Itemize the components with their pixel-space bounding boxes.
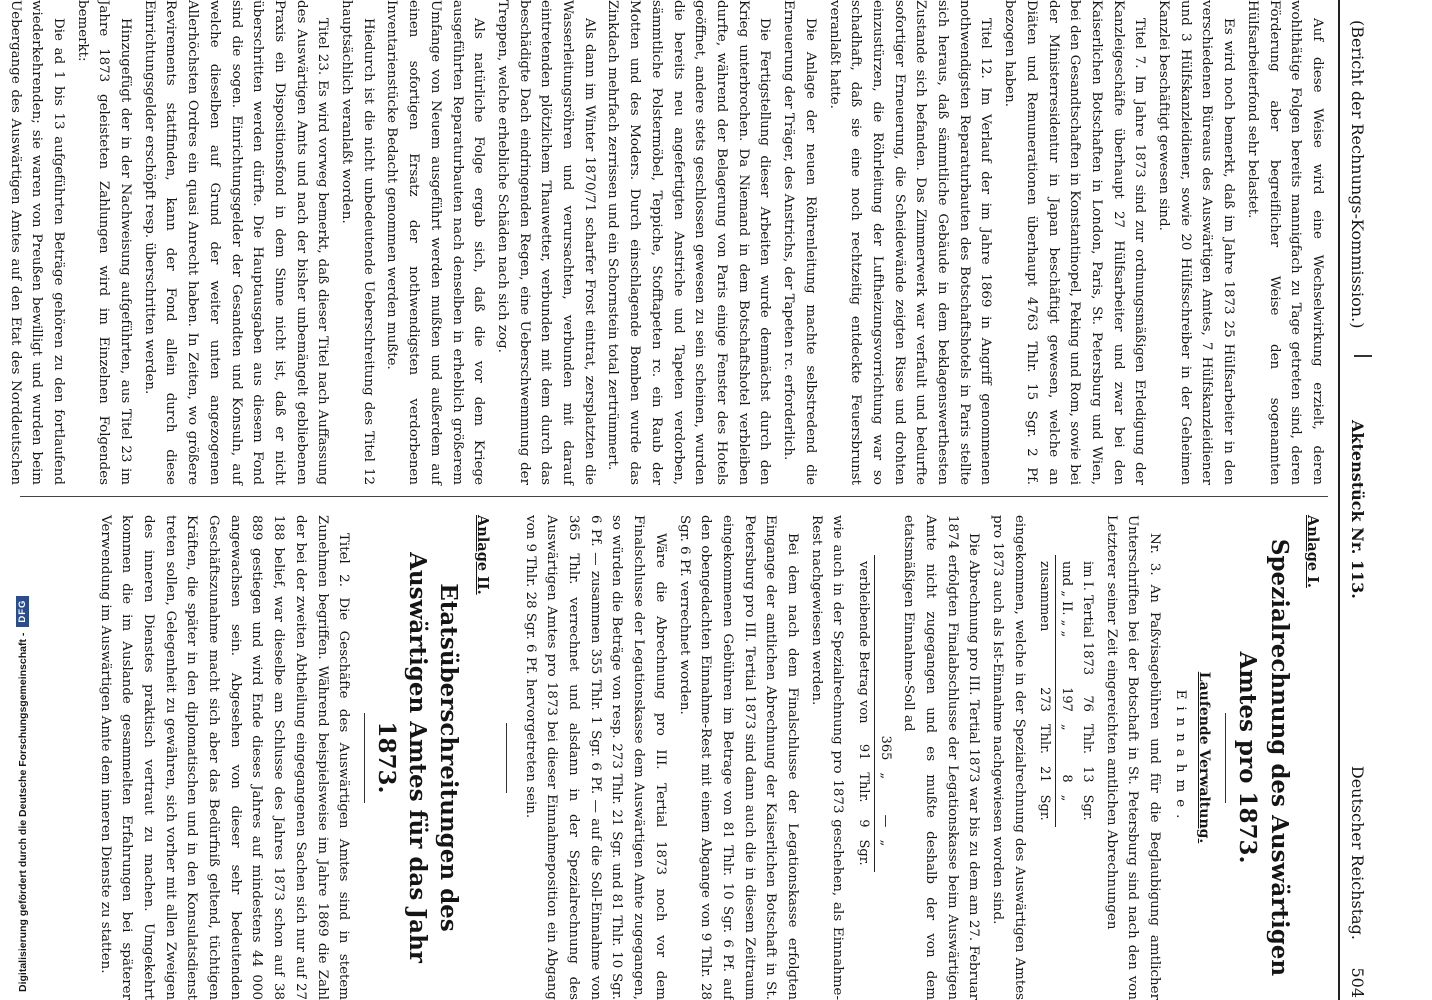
anlage-2-title: Etatsüberschreitungen des Auswärtigen Amtes für das Jahr 1873. [373, 552, 463, 963]
table-row [874, 555, 896, 872]
table-cell: 365 [877, 735, 893, 761]
table-cell: 197 [1058, 687, 1074, 712]
table-cell: „ [1058, 723, 1074, 731]
column-divider [20, 496, 1328, 497]
anlage-1-title: Spezialrechnung des Auswärtigen Amtes pro 1873. [1234, 538, 1293, 977]
table-cell: „ [877, 839, 893, 847]
section-subheading: Einnahme. [1172, 689, 1188, 826]
page-number: 504 [1347, 967, 1367, 998]
table-row [1077, 555, 1098, 827]
section-divider [506, 723, 507, 793]
table-cell: Thlr. [852, 766, 874, 808]
paragraph: Wäre die Abrechnung pro III. Tertial 1873 noch vor dem Finalschlusse der Legationskasse dem Auswärtigen Amte zugegangen, so würden die Beträge von resp. 273 Thlr. 21 Sgr. und 81 Thlr. 10 Sgr. 6 Pf. — zusammen 355 Thlr. 1 Sgr. 6 Pf. — auf die Soll-Einnahme von 365 Thlr. verrechnet und alsdann in der Spezialrechnung des Auswärtigen Amtes pro 1873 bei dieser Einnahmeposition ein Abgang von 9 Thlr. 28 Sgr. 6 Pf. hervorgetreten sein. [522, 515, 668, 1000]
rotated-document-page [7, 0, 1380, 1000]
paragraph: Die Abrechnung pro III. Tertial 1873 war bis zu dem am 27. Februar 1874 erfolgten Finalabschlusse der Legationskasse beim Auswärtigen Amte nicht zugegangen und es mußte deshalb der von dem etatsmäßigen Einnahme-Soll ad [901, 515, 982, 1000]
digitization-credit [16, 596, 29, 992]
paragraph: Hinzugefügt der in der Nachweisung aufgeführten, aus Titel 23 im Jahre 1873 geleisteten Zahlungen wird im Einzelnen Folgendes bemerkt: [74, 0, 134, 485]
table-cell: „ [1058, 794, 1074, 802]
table-cell: zusammen [1034, 555, 1056, 681]
table-cell: verbleibende Betrag von [852, 555, 874, 730]
section-heading: Laufende Verwaltung. [1196, 671, 1213, 844]
paragraph: wie auch in der Spezialrechnung pro 1873 geschehen, als Einnahme-Rest nachgewiesen werden. [808, 515, 846, 1000]
table-row [1055, 555, 1077, 827]
paragraph: Als natürliche Folge ergab sich, daß die vor dem Kriege ausgeführten Reparaturbauten nach denselben in erheblich größerem Umfange von Neuem ausgeführt werden mußten und außerdem auf einen sofortigen Ersatz der nothwendigsten verdorbenen Inventarienstücke Bedacht genommen werden mußte. [384, 0, 487, 485]
paragraph: Bei dem nach dem Finalschlusse der Legationskasse erfolgten Eingange der amtlichen Abrechnung der Kaiserlichen Botschaft in St. Petersburg pro III. Tertial 1873 sind dann auch die in diesem Zeitraum eingekommenen Gebühren im Betrage von 81 Thlr. 10 Sgr. 6 Pf. auf den obengedachten Einnahme-Rest mit einem Abgange von 9 Thlr. 28 Sgr. 6 Pf. verrechnet worden. [676, 515, 801, 1000]
table-row [852, 555, 874, 872]
account-table-2 [852, 555, 895, 872]
table-cell: 8 [1058, 774, 1074, 783]
paragraph: Als dann im Winter 1870/71 scharfer Frost eintrat, zersplatzten die Wasserleitungsröhren und verursachten, verbunden mit darauf eintretenden plötzlichem Thauwetter, verbunden mit dem durch das beschädigte Dach eindringenden Regen, eine Ueberschwemmung der Treppen, welche erhebliche Schäden nach sich zog. [494, 0, 597, 485]
document-number: Aktenstück Nr. 113. [1347, 420, 1367, 599]
table-cell: und „ II. „ „ [1058, 561, 1074, 638]
credit-text: Digitalisierung gefördert durch die Deutsche Forschungsgemeinschaft - [16, 632, 29, 992]
anlage-2-label: Anlage II. [473, 515, 491, 595]
paragraph: Hiedurch ist die nicht unbedeutende Ueberschreitung des Titel 12 hauptsächlich veranlaßt worden. [339, 0, 376, 485]
paragraph: Die ad 1 bis 13 aufgeführten Beträge gehören zu den fortlaufend wiederkehrenden; sie waren von Preußen bewilligt und wurden beim Uebergange des Auswärtigen Amtes auf den Etat des Norddeutschen [7, 0, 66, 485]
table-cell [874, 555, 896, 730]
table-cell: 21 [1034, 760, 1056, 789]
table-cell: Thlr. [1079, 723, 1095, 755]
table-cell: 76 [1079, 695, 1095, 712]
table-cell: Sgr. [1034, 789, 1056, 827]
table-cell: 273 [1034, 681, 1056, 718]
table-cell: 13 [1079, 766, 1095, 783]
paragraph: Die Anlage der neuen Röhrenleitung machte selbstredend die Erneuerung der Träger, des Anstrichs, der Tapeten rc. erforderlich. [781, 0, 818, 485]
report-title: (Bericht der Rechnungs-Kommission.) [1347, 20, 1367, 329]
table-cell: Sgr. [1079, 794, 1095, 821]
table-cell: Thlr. [1034, 718, 1056, 760]
table-cell: 91 [852, 730, 874, 767]
table-cell: — [877, 814, 893, 828]
organization-name: Deutscher Reichstag. [1347, 765, 1367, 940]
dfg-logo: DFG [16, 596, 29, 627]
column-right-text [7, 0, 1328, 485]
title-divider [1225, 713, 1226, 803]
account-table-1 [1034, 555, 1098, 827]
paragraph: Nr. 3. An Paßvisagebühren und für die Beglaubigung amtlicher Unterschriften bei der Botschaft in St. Petersburg sind nach den von Letzterer seiner Zeit eingereichten amtlichen Abrechnungen [1103, 515, 1163, 1000]
table-cell: „ [877, 772, 893, 780]
table-cell: im I. Tertial 1873 [1079, 561, 1095, 676]
paragraph: Die Fertigstellung dieser Arbeiten wurde demnächst durch den Krieg unterbrochen. Da Niemand in dem Botschaftshotel verbleiben durfte, während der Belagerung von Paris einige Fenster des Hotels geöffnet, andere stets geschlossen gewesen zu sein scheinen, wurden die bereits neu angefertigten Anstriche und Tapeten verdorben, sämmtliche Polstermöbel, Teppiche, Stofftapeten rc. ein Raub der Motten und des Moders. Durch einschlagende Bomben wurde das Zinkdach mehrfach zerrissen und ein Schornstein total zertrümmert. [605, 0, 773, 485]
paragraph: eingekommen, welche in der Spezialrechnung des Auswärtigen Amtes pro 1873 auch als Ist-Einnahme nachgewiesen worden sind. [990, 515, 1027, 1000]
table-cell: 9 [852, 809, 874, 834]
credit-strip [0, 0, 48, 1000]
title-divider [364, 713, 365, 803]
anlage-1-label: Anlage I. [1304, 515, 1321, 588]
paragraph: Titel 23. Es wird vorweg bemerkt, daß dieser Titel nach Auffassung des Auswärtigen Amts und nach der bisher unbemängelt gebliebenen Praxis ein Dispositionsfond in dem Sinne nicht ist, daß er nicht überschritten werden dürfte. Die Hauptausgaben aus diesem Fond sind die sogen. Einrichtungsgelder der Gesandten und Konsuln, auf welche dieselben auf Grund der weiter unten angezogenen Allerhöchsten Ordres ein quasi Anrecht haben. In Zeiten, wo größere Revirements stattfinden, kann der Fond allein durch diese Einrichtungsgelder erschöpft resp. überschritten werden. [141, 0, 331, 485]
paragraph: Titel 12. Im Verlauf der im Jahre 1869 in Angriff genommenen nothwendigsten Reparaturbauten des Botschaftshotels in Paris stellte sich heraus, daß sämmtliche Gebäude in dem beklagenswerthesten Zustande sich befanden. Das Zimmerwerk war verfault und bedurfte sofortiger Erneuerung, die Scheidewände zeigten Risse und drohten einzustürzen, die Röhrleitung der Luftheizungsvorrichtung war so schadhaft, daß sie eine noch rechtzeitig entdeckte Feuersbrunst veranlaßt hatte. [826, 0, 994, 485]
paragraph: Titel 7. Im Jahre 1873 sind zur ordnungsmäßigen Erledigung der Kanzleigeschäfte überhaupt 27 Hülfsarbeiter und zwar bei den Kaiserlichen Botschaften in London, Paris, St. Petersburg und Wien, bei den Gesandtschaften in Konstantinopel, Peking und Rom, sowie bei der Ministerresidentur in Japan beschäftigt gewesen, welche an Diäten und Remunerationen überhaupt 4763 Thlr. 15 Sgr. 2 Pf. bezogen haben. [1002, 0, 1148, 485]
paragraph: Es wird noch bemerkt, daß im Jahre 1873 25 Hülfsarbeiter in den verschiedenen Büreaus des Auswärtigen Amtes, 7 Hülfskanzleidiener und 3 Hülfskanzleidiener, sowie 20 Hülfsschreiber in der Geheimen Kanzlei beschäftigt gewesen sind. [1156, 0, 1237, 485]
running-head [1338, 0, 1380, 1000]
margin-mark [1354, 355, 1372, 357]
paragraph: Titel 2. Die Geschäfte des Auswärtigen Amtes sind in stetem Zunehmen begriffen. Während beispielsweise im Jahre 1869 die Zahl der bei der zweiten Abtheilung eingegangenen Sachen sich nur auf 27 188 belief, war dieselbe am Schlusse des Jahres 1873 schon auf 38 889 gestiegen und wird Ende dieses Jahres auf mindestens 44 000 angewachsen sein. Abgesehen von dieser sehr bedeutenden Geschäftszunahme macht sich aber das Bedürfniß geltend, tüchtigen Kräften, die später in den diplomatischen und in den Konsulatsdienst treten sollen, Gelegenheit zu gewähren, sich vorher mit allen Zweigen des inneren Dienstes praktisch vertraut zu machen. Umgekehrt kommen die im Auslande gesammelten Erfahrungen bei späterer Verwendung im Auswärtigen Amte dem inneren Dienste zu statten. [97, 515, 352, 1000]
table-row [1034, 555, 1056, 827]
column-left-text [20, 515, 1328, 1000]
paragraph: Auf diese Weise wird eine Wechselwirkung erzielt, deren wohlthätige Folgen bereits mannigfach zu Tage getreten sind, deren Förderung aber begreiflicher Weise den sogenannten Hülfsarbeiterfond sehr belastet. [1244, 0, 1325, 485]
table-cell: Sgr. [852, 834, 874, 872]
